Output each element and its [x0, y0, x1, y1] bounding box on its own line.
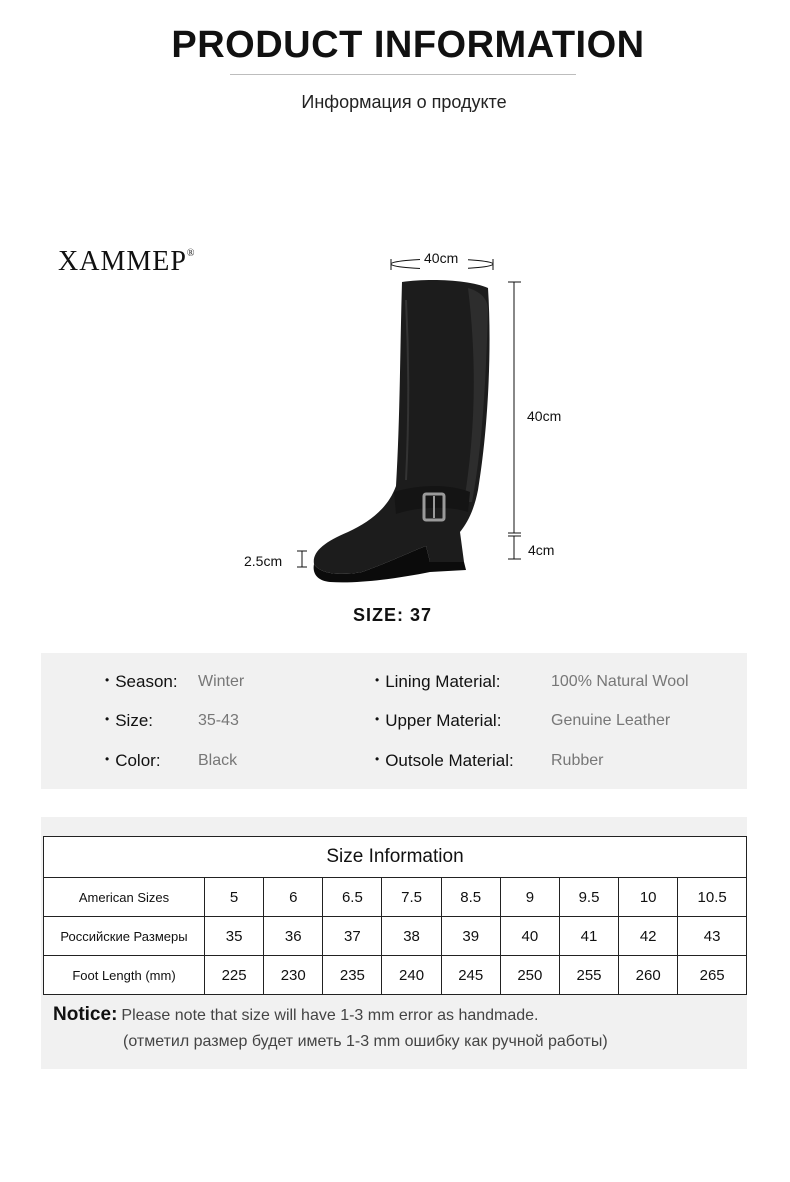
table-cell: 255 [559, 956, 618, 995]
brand-logo [58, 246, 196, 278]
notice-text-russian: (отметил размер будет иметь 1-3 mm ошибку как ручной работы) [123, 1033, 608, 1050]
table-cell: 260 [619, 956, 678, 995]
spec-label: • Color: [105, 751, 161, 771]
brand-name: XAMMEP [58, 246, 187, 277]
table-cell: 40 [500, 917, 559, 956]
heel-height-indicator [508, 536, 521, 559]
row-label: Foot Length (mm) [44, 956, 205, 995]
spec-label: • Outsole Material: [375, 751, 514, 771]
table-cell: 6 [264, 878, 323, 917]
table-cell: 250 [500, 956, 559, 995]
notice-line [53, 1004, 539, 1026]
table-cell: 230 [264, 956, 323, 995]
table-cell: 41 [559, 917, 618, 956]
size-table-title: Size Information [44, 837, 747, 878]
table-cell: 265 [678, 956, 747, 995]
spec-color [105, 751, 161, 771]
spec-outsole-material [375, 751, 514, 771]
circumference-label: 40cm [424, 250, 459, 266]
table-cell: 42 [619, 917, 678, 956]
row-label: Российские Размеры [44, 917, 205, 956]
spec-value: Genuine Leather [551, 712, 671, 729]
table-cell: 240 [382, 956, 441, 995]
spec-label: • Lining Material: [375, 672, 500, 692]
table-cell: 235 [323, 956, 382, 995]
table-cell: 37 [323, 917, 382, 956]
spec-season [105, 672, 178, 692]
table-cell: 39 [441, 917, 500, 956]
table-row [44, 956, 747, 995]
table-cell: 7.5 [382, 878, 441, 917]
table-cell: 10.5 [678, 878, 747, 917]
table-cell: 245 [441, 956, 500, 995]
notice-text: Please note that size will have 1-3 mm error as handmade. [121, 1007, 539, 1024]
spec-value: 100% Natural Wool [551, 673, 689, 690]
registered-mark: ® [186, 248, 196, 259]
table-cell: 10 [619, 878, 678, 917]
spec-value: Black [198, 752, 238, 769]
table-cell: 35 [205, 917, 264, 956]
table-cell: 38 [382, 917, 441, 956]
size-information-panel [41, 817, 747, 1069]
spec-label: • Size: [105, 711, 153, 731]
spec-value: Rubber [551, 752, 604, 769]
spec-value: Winter [198, 673, 245, 690]
table-row [44, 917, 747, 956]
size-table [43, 836, 747, 995]
platform-height-indicator [297, 551, 307, 567]
selected-size: SIZE: 37 [352, 605, 433, 625]
table-cell: 5 [205, 878, 264, 917]
table-cell: 9.5 [559, 878, 618, 917]
boot-shape [314, 280, 490, 582]
platform-height-label: 2.5cm [244, 553, 283, 569]
title-divider [230, 74, 576, 75]
heel-height-label: 4cm [528, 542, 555, 558]
spec-upper-material [375, 711, 501, 731]
spec-label: • Upper Material: [375, 711, 501, 731]
table-cell: 36 [264, 917, 323, 956]
page-subtitle: Информация о продукте [301, 92, 507, 112]
table-cell: 8.5 [441, 878, 500, 917]
table-cell: 6.5 [323, 878, 382, 917]
spec-value: 35-43 [198, 712, 239, 729]
table-cell: 9 [500, 878, 559, 917]
spec-size [105, 711, 153, 731]
row-label: American Sizes [44, 878, 205, 917]
spec-lining-material [375, 672, 500, 692]
shaft-height-indicator [508, 282, 521, 533]
shaft-height-label: 40cm [527, 408, 562, 424]
page-title: PRODUCT INFORMATION [171, 24, 645, 66]
table-row [44, 878, 747, 917]
specifications-panel [41, 653, 747, 789]
spec-label: • Season: [105, 672, 178, 692]
table-cell: 43 [678, 917, 747, 956]
table-cell: 225 [205, 956, 264, 995]
notice-label: Notice: [53, 1004, 118, 1025]
